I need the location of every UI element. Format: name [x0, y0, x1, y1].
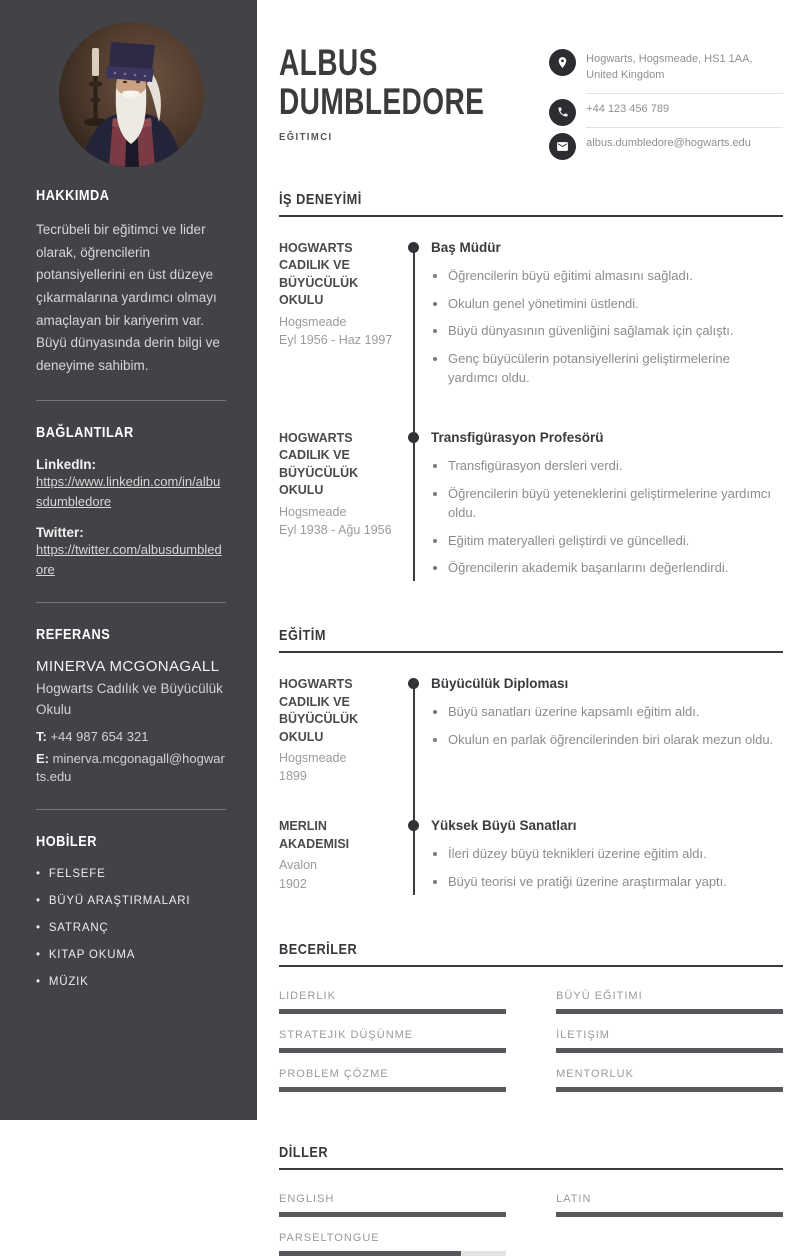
reference-email [36, 750, 226, 788]
twitter-label: Twitter: [36, 524, 84, 540]
hobbies-title: HOBİLER [36, 833, 97, 851]
bullet-item: • Öğrencilerin büyü yeteneklerini geliştirmelerine yardımcı oldu. [448, 485, 783, 523]
bullet-item: • Öğrencilerin akademik başarılarını değerlendirdi. [448, 559, 783, 578]
sidebar-divider [36, 602, 226, 603]
skill-bar-track [279, 1009, 506, 1014]
entry-info [279, 676, 415, 785]
bullet-item: • Transfigürasyon dersleri verdi. [448, 457, 783, 476]
bullet-item: • İleri düzey büyü teknikleri üzerine eğitim aldı. [448, 845, 783, 864]
skill-item [279, 990, 506, 1014]
email-text: albus.dumbledore@hogwarts.edu [586, 136, 751, 149]
entry-location: Hogsmeade [279, 751, 347, 766]
contact-block [549, 46, 783, 161]
hobby-item: • SATRANÇ [36, 922, 226, 934]
skill-item [556, 990, 783, 1014]
company-name: HOGWARTS CADILIK VE BÜYÜCÜLÜK OKULU [279, 430, 359, 498]
hobbies-section [36, 833, 226, 988]
phone-icon [549, 99, 576, 126]
reference-email-label: E: [36, 750, 49, 766]
languages-section [279, 1144, 783, 1256]
skill-label: MENTORLUK [556, 1068, 634, 1081]
role-bullets [431, 267, 783, 388]
entry-info [279, 430, 415, 587]
degree-bullets [431, 703, 783, 750]
bullet-item: • Öğrencilerin büyü eğitimi almasını sağladı. [448, 267, 783, 286]
name-block [279, 44, 549, 161]
skills-section [279, 941, 783, 1092]
entry-dates: 1899 [279, 769, 307, 784]
language-item [279, 1193, 506, 1217]
skill-bar-track [556, 1009, 783, 1014]
language-bar-fill [279, 1251, 461, 1256]
education-entry [279, 676, 783, 785]
contact-email-row [549, 130, 783, 161]
experience-section [279, 191, 783, 587]
languages-header [279, 1144, 783, 1170]
last-name: DUMBLEDORE [279, 80, 485, 122]
skill-bar-fill [556, 1048, 783, 1053]
reference-title: REFERANS [36, 626, 111, 644]
skill-bar-fill [556, 1009, 783, 1014]
skill-bar-fill [279, 1009, 506, 1014]
experience-title: İŞ DENEYİMİ [279, 190, 362, 208]
job-title: EĞITIMCI [279, 130, 333, 143]
experience-header [279, 191, 783, 217]
entry-location: Hogsmeade [279, 314, 347, 329]
skill-label: PROBLEM ÇÖZME [279, 1068, 389, 1081]
first-name: ALBUS [279, 42, 378, 83]
role-title: Transfigürasyon Profesörü [431, 429, 604, 445]
language-label: PARSELTONGUE [279, 1232, 380, 1245]
about-title: HAKKIMDA [36, 187, 110, 204]
company-name: HOGWARTS CADILIK VE BÜYÜCÜLÜK OKULU [279, 240, 359, 308]
languages-grid [279, 1193, 783, 1256]
bullet-item: • Büyü sanatları üzerine kapsamlı eğitim aldı. [448, 703, 783, 722]
linkedin-label: LinkedIn: [36, 456, 96, 472]
main-content [257, 0, 807, 1245]
school-name: HOGWARTS CADILIK VE BÜYÜCÜLÜK OKULU [279, 677, 359, 744]
education-section [279, 627, 783, 901]
entry-info [279, 240, 415, 397]
links-title: BAĞLANTILAR [36, 423, 134, 441]
entry-content [415, 818, 783, 901]
language-label: ENGLISH [279, 1193, 335, 1206]
bullet-item: • Büyü dünyasının güvenliğini sağlamak için çalıştı. [448, 322, 783, 341]
envelope-icon [549, 133, 576, 160]
timeline-dot [408, 242, 419, 253]
skill-bar-track [556, 1087, 783, 1092]
skill-label: STRATEJIK DÜŞÜNME [279, 1029, 414, 1042]
bullet-item: • Okulun genel yönetimini üstlendi. [448, 295, 783, 314]
skill-item [556, 1029, 783, 1053]
language-bar-track [279, 1251, 506, 1256]
links-section [36, 424, 226, 581]
degree-title: Yüksek Büyü Sanatları [431, 818, 577, 834]
skill-item [556, 1068, 783, 1092]
language-bar-track [556, 1212, 783, 1217]
reference-phone-label: T: [36, 728, 47, 744]
skill-label: LIDERLIK [279, 990, 336, 1003]
skill-bar-fill [279, 1087, 506, 1092]
entry-location: Avalon [279, 858, 317, 873]
bullet-item: • Eğitim materyalleri geliştirdi ve güncelledi. [448, 532, 783, 551]
experience-timeline [279, 240, 783, 587]
contact-phone-row [549, 96, 783, 130]
hobby-item: • FELSEFE [36, 868, 226, 880]
about-text: Tecrübeli bir eğitimci ve lider olarak, öğrencilerin potansiyellerini en üst düzeye çıkarmalarına yardımcı olmayı amaçlayan bir kariyerim var. Büyü dünyasında derin bilgi ve deneyime sahibim. [36, 222, 220, 374]
education-entry [279, 818, 783, 901]
language-label: LATIN [556, 1193, 592, 1206]
education-title: EĞİTİM [279, 627, 326, 645]
reference-section [36, 626, 226, 787]
skill-item [279, 1068, 506, 1092]
profile-photo [59, 22, 204, 167]
language-item [556, 1193, 783, 1217]
address-text: Hogwarts, Hogsmeade, HS1 1AA, United Kingdom [586, 46, 783, 94]
phone-text: +44 123 456 789 [586, 96, 783, 128]
reference-phone-value: +44 987 654 321 [50, 728, 149, 744]
hobby-list [36, 868, 226, 988]
entry-content [415, 240, 783, 397]
language-bar-fill [556, 1212, 783, 1217]
reference-email-value: minerva.mcgonagall@hogwarts.edu [36, 750, 225, 785]
bullet-item: • Büyü teorisi ve pratiği üzerine araştırmalar yaptı. [448, 873, 783, 892]
degree-bullets [431, 845, 783, 892]
skill-item [279, 1029, 506, 1053]
entry-dates: Eyl 1938 - Ağu 1956 [279, 523, 392, 538]
entry-dates: Eyl 1956 - Haz 1997 [279, 332, 393, 347]
wizard-portrait-image [59, 22, 204, 167]
skills-grid [279, 990, 783, 1092]
education-header [279, 627, 783, 653]
about-section [36, 187, 226, 378]
entry-content [415, 676, 783, 785]
skill-label: BÜYÜ EĞITIMI [556, 990, 643, 1003]
hobby-item: • MÜZIK [36, 976, 226, 988]
experience-entry [279, 240, 783, 397]
language-item [279, 1232, 506, 1256]
reference-organization: Hogwarts Cadılık ve Büyücülük Okulu [36, 681, 223, 717]
entry-location: Hogsmeade [279, 504, 347, 519]
bullet-item: • Genç büyücülerin potansiyellerini geliştirmelerine yardımcı oldu. [448, 350, 783, 388]
sidebar-divider [36, 400, 226, 401]
entry-content [415, 430, 783, 587]
bullet-item: • Okulun en parlak öğrencilerinden biri olarak mezun oldu. [448, 731, 783, 750]
skill-bar-track [279, 1087, 506, 1092]
reference-phone [36, 728, 226, 747]
sidebar [0, 0, 257, 1120]
languages-title: DİLLER [279, 1144, 329, 1162]
language-bar-track [279, 1212, 506, 1217]
reference-name: MINERVA MCGONAGALL [36, 658, 220, 676]
role-bullets [431, 457, 783, 578]
resume-header [279, 44, 783, 161]
experience-entry [279, 430, 783, 587]
skill-bar-fill [556, 1087, 783, 1092]
entry-info [279, 818, 415, 901]
timeline-dot [408, 432, 419, 443]
hobby-item: • KITAP OKUMA [36, 949, 226, 961]
skill-bar-track [556, 1048, 783, 1053]
role-title: Baş Müdür [431, 239, 501, 255]
skills-header [279, 941, 783, 967]
contact-address-row [549, 46, 783, 96]
entry-dates: 1902 [279, 876, 307, 891]
linkedin-link[interactable]: https://www.linkedin.com/in/albusdumbledore [36, 473, 221, 509]
skill-bar-track [279, 1048, 506, 1053]
degree-title: Büyücülük Diploması [431, 676, 569, 692]
school-name: MERLIN AKADEMISI [279, 819, 350, 851]
location-pin-icon [549, 49, 576, 76]
twitter-link[interactable]: https://twitter.com/albusdumbledore [36, 541, 222, 578]
skills-title: BECERİLER [279, 941, 358, 959]
language-bar-fill [279, 1212, 506, 1217]
skill-label: İLETIŞIM [556, 1029, 610, 1042]
education-timeline [279, 676, 783, 901]
hobby-item: • BÜYÜ ARAŞTIRMALARI [36, 895, 226, 907]
skill-bar-fill [279, 1048, 506, 1053]
sidebar-divider [36, 809, 226, 810]
